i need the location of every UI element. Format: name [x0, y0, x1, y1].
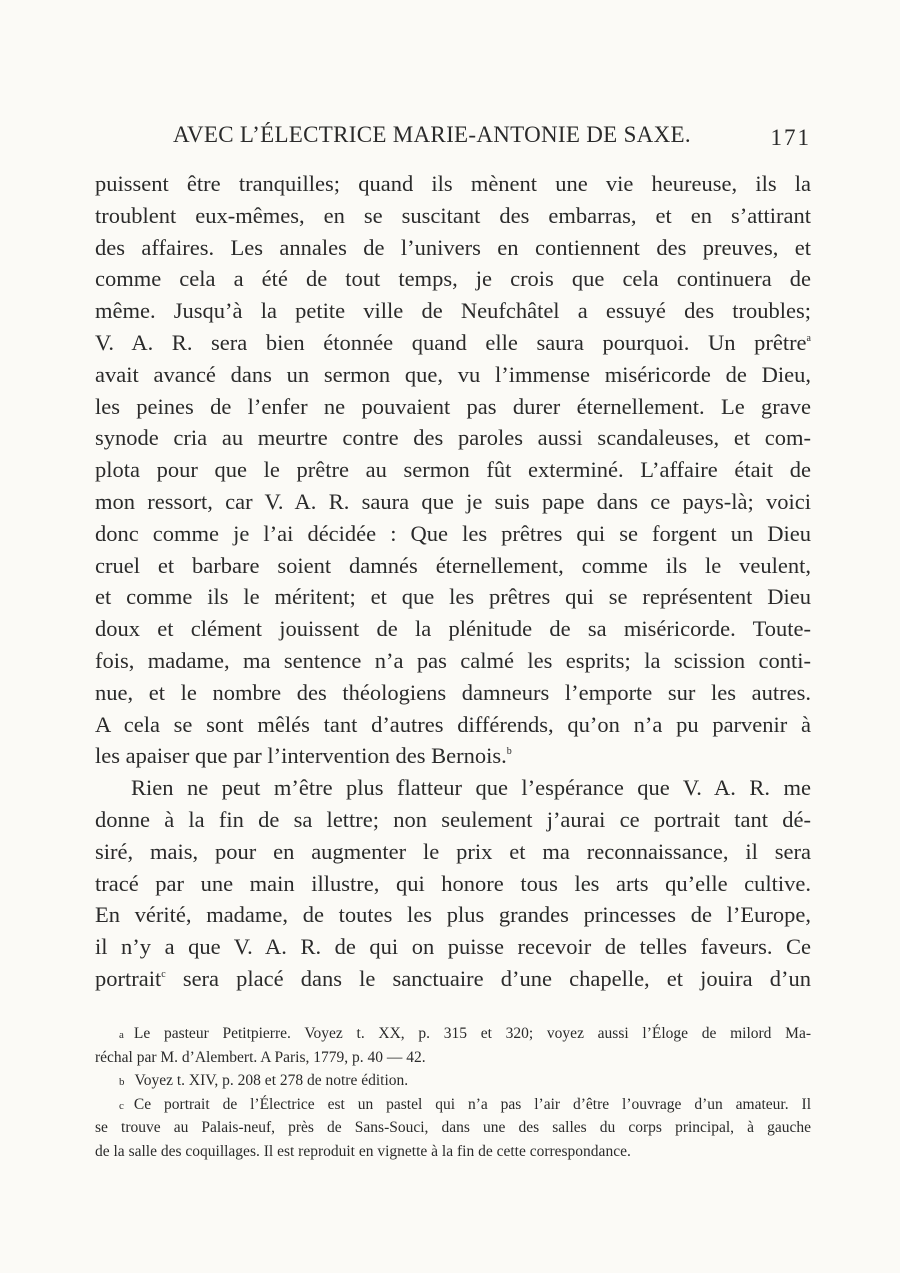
text-line: plota pour que le prêtre au sermon fût exterminé. L’affaire était de — [95, 457, 811, 483]
text-line: troublent eux-mêmes, en se suscitant des embarras, et en s’attirant — [95, 202, 811, 228]
text-line: et comme ils le méritent; et que les prêtres qui se représentent Dieu — [95, 584, 811, 610]
footnote-ref-c: c — [161, 968, 166, 980]
text-line: puissent être tranquilles; quand ils mènent une vie heureuse, ils la — [95, 171, 811, 196]
footnote-a — [95, 1022, 811, 1046]
text-segment: les apaiser que par l’intervention des Bernois. — [95, 743, 507, 769]
text-line: doux et clément jouissent de la plénitude de sa miséricorde. Toute- — [95, 616, 811, 642]
page-number: 171 — [770, 125, 811, 150]
footnotes — [95, 1022, 811, 1163]
footnote-mark: b — [119, 1076, 125, 1088]
text-segment: sera placé dans le sanctuaire d’une chapelle, et jouira d’un — [182, 965, 811, 991]
text-line: tracé par une main illustre, qui honore tous les arts qu’elle cultive. — [95, 870, 811, 896]
text-line: donne à la fin de sa lettre; non seulement j’aurai ce portrait tant dé- — [95, 806, 811, 832]
footnote-b — [95, 1069, 811, 1093]
footnote-c — [95, 1093, 811, 1117]
text-line — [95, 327, 811, 359]
text-line: avait avancé dans un sermon que, vu l’immense miséricorde de Dieu, — [95, 361, 811, 387]
running-title: AVEC L’ÉLECTRICE MARIE-ANTONIE DE SAXE. — [173, 122, 691, 147]
footnote-c-continued: se trouve au Palais-neuf, près de Sans-Souci, dans une des salles du corps principal, à gauche — [95, 1119, 811, 1136]
text-line: comme cela a été de tout temps, je crois que cela continuera de — [95, 266, 811, 292]
text-line — [95, 963, 811, 995]
text-line: siré, mais, pour en augmenter le prix et ma reconnaissance, il sera — [95, 838, 811, 864]
footnote-text: Ce portrait de l’Électrice est un pastel qui n’a pas l’air d’être l’ouvrage d’un amateur. Il — [133, 1095, 811, 1113]
body-text — [95, 168, 811, 995]
text-line: nue, et le nombre des théologiens damneurs l’emporte sur les autres. — [95, 679, 811, 705]
footnote-a-continued: réchal par M. d’Alembert. A Paris, 1779, p. 40 — 42. — [95, 1048, 426, 1066]
text-line: cruel et barbare soient damnés éternellement, comme ils le veulent, — [95, 552, 811, 578]
footnote-text: Le pasteur Petitpierre. Voyez t. XX, p. 315 et 320; voyez aussi l’Éloge de milord Ma- — [133, 1025, 811, 1042]
text-segment: V. A. R. sera bien étonnée quand elle saura pourquoi. Un prêtre — [95, 329, 807, 355]
text-line: des affaires. Les annales de l’univers en contiennent des preuves, et — [95, 234, 811, 260]
text-line — [95, 740, 811, 772]
text-line: fois, madame, ma sentence n’a pas calmé les esprits; la scission conti- — [95, 647, 811, 673]
text-line: En vérité, madame, de toutes les plus grandes princesses de l’Europe, — [95, 902, 811, 928]
text-line: synode cria au meurtre contre des paroles aussi scandaleuses, et com- — [95, 425, 811, 451]
paragraph-first-line: Rien ne peut m’être plus flatteur que l’espérance que V. A. R. me — [131, 775, 811, 801]
text-line: il n’y a que V. A. R. de qui on puisse recevoir de telles faveurs. Ce — [95, 934, 811, 960]
footnote-ref-a: a — [806, 332, 811, 344]
footnote-text: Voyez t. XIV, p. 208 et 278 de notre édition. — [134, 1072, 409, 1089]
footnote-mark: a — [119, 1029, 124, 1041]
text-line: mon ressort, car V. A. R. saura que je suis pape dans ce pays-là; voici — [95, 488, 811, 514]
footnote-c-continued: de la salle des coquillages. Il est reproduit en vignette à la fin de cette correspondance. — [95, 1142, 631, 1160]
text-line: même. Jusqu’à la petite ville de Neufchâtel a essuyé des troubles; — [95, 298, 811, 324]
text-segment: portrait — [95, 965, 162, 991]
text-line: donc comme je l’ai décidée : Que les prêtres qui se forgent un Dieu — [95, 520, 811, 546]
footnote-mark: c — [119, 1099, 124, 1112]
footnote-ref-b: b — [506, 746, 512, 758]
text-line: A cela se sont mêlés tant d’autres différends, qu’on n’a pu parvenir à — [95, 711, 811, 737]
text-line: les peines de l’enfer ne pouvaient pas durer éternellement. Le grave — [95, 393, 811, 419]
